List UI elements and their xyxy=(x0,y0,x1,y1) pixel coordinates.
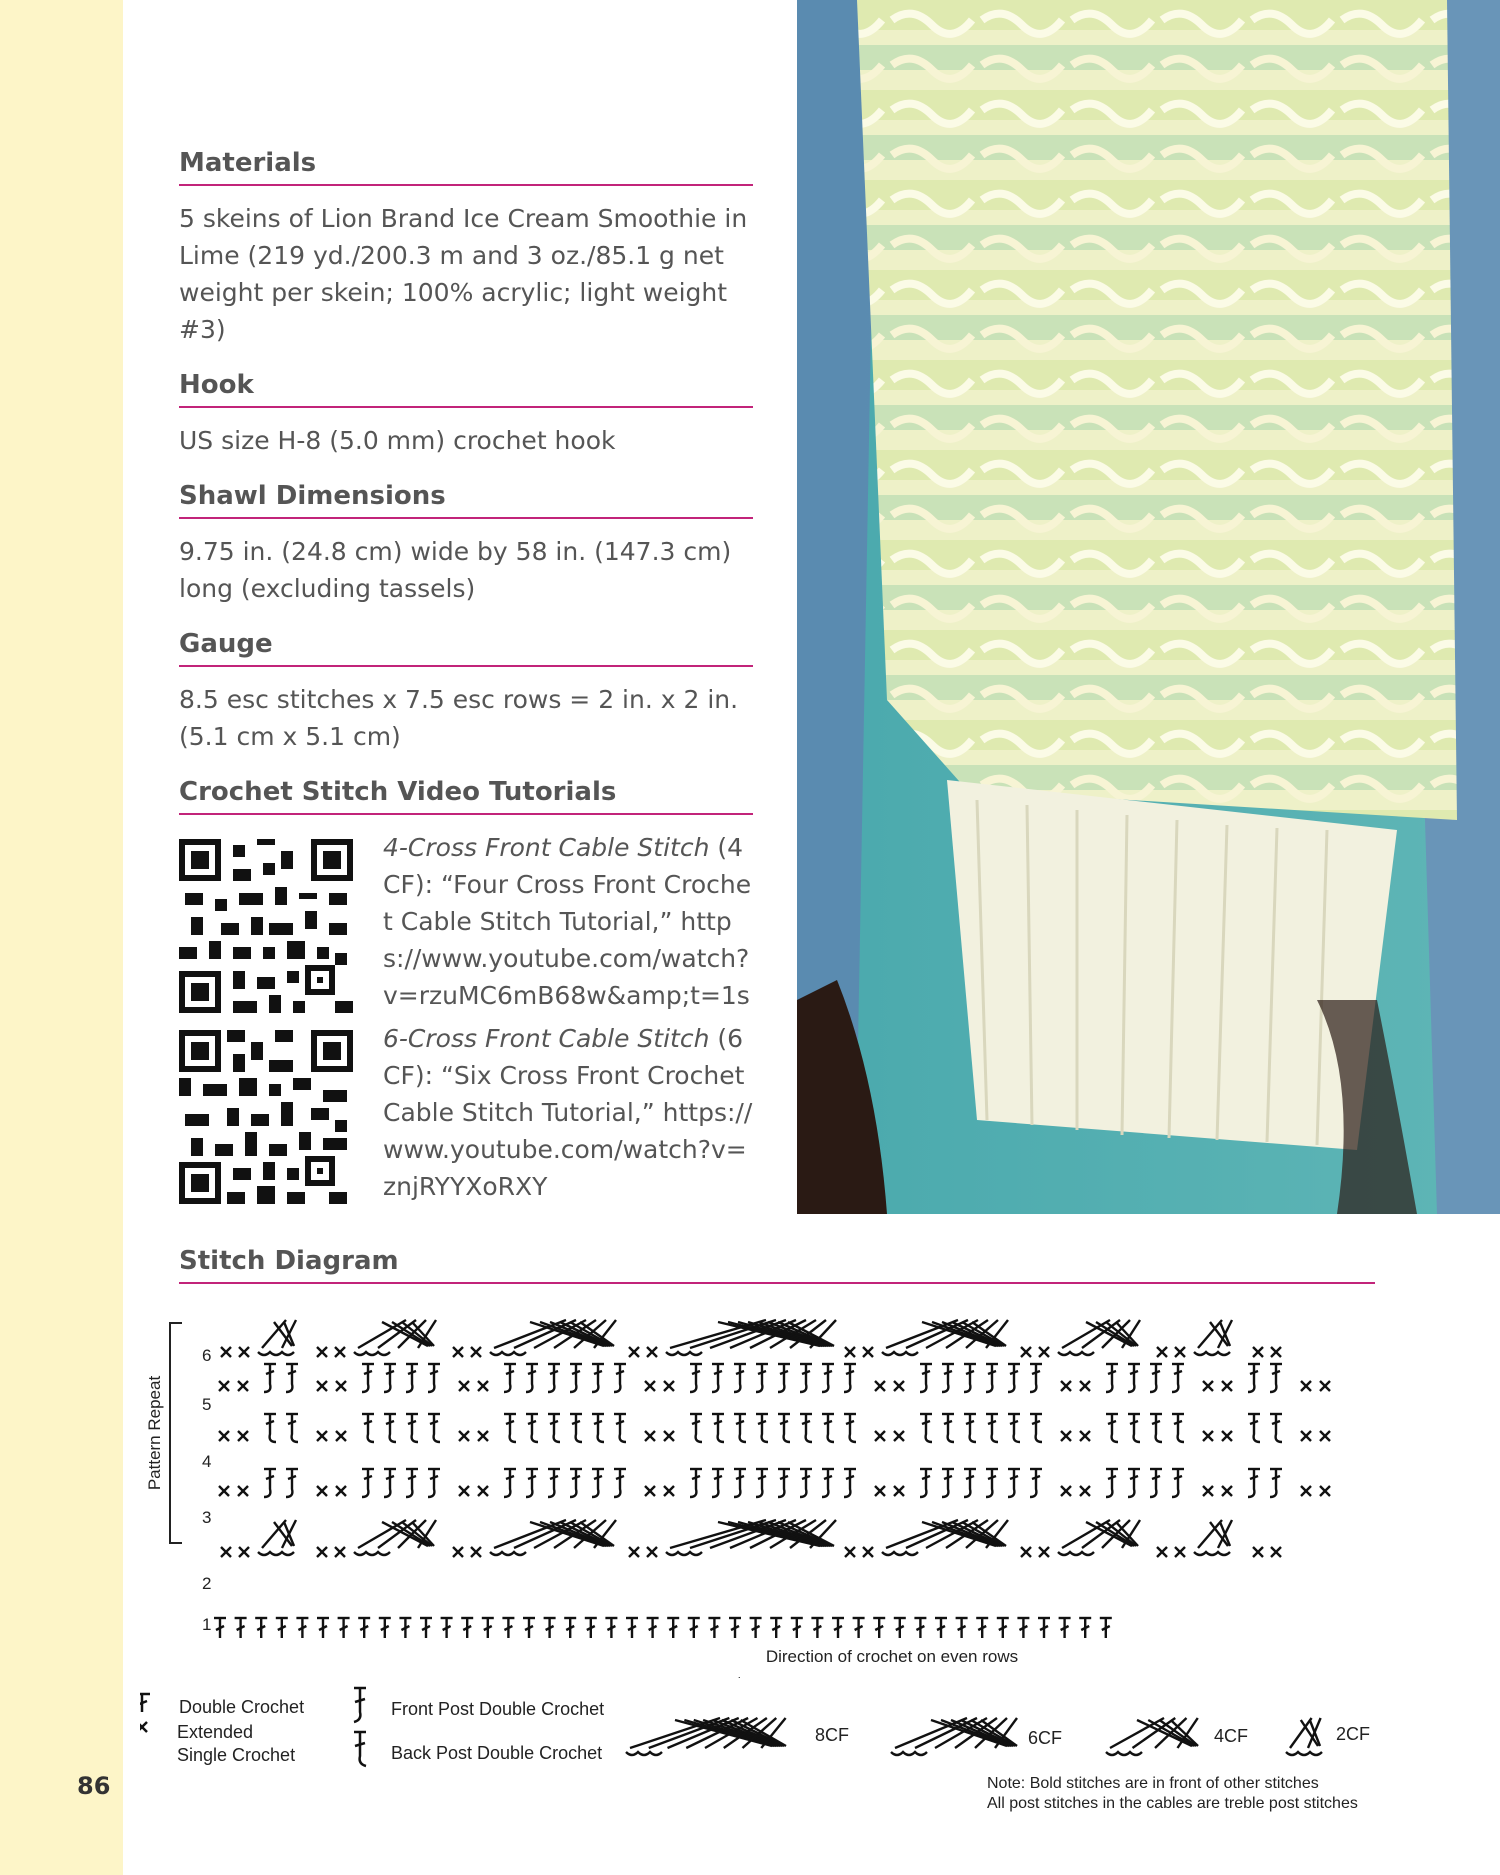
post-symbol xyxy=(548,1414,560,1442)
stitch-diagram-heading: Stitch Diagram xyxy=(179,1246,1375,1284)
post-symbol xyxy=(1172,1469,1184,1497)
esc-symbol xyxy=(238,1381,248,1391)
esc-symbol xyxy=(664,1381,674,1391)
esc-symbol xyxy=(629,1547,639,1557)
materials-heading: Materials xyxy=(179,148,753,186)
dc-symbol xyxy=(585,1618,597,1638)
legend-2cf: 2CF xyxy=(1336,1724,1371,1744)
dc-symbol xyxy=(1100,1618,1112,1638)
esc-symbol xyxy=(645,1486,655,1496)
post-symbol xyxy=(592,1469,604,1497)
post-symbol xyxy=(1128,1469,1140,1497)
double-crochet-icon xyxy=(140,1694,150,1712)
post-symbol xyxy=(384,1414,396,1442)
dc-symbol xyxy=(791,1618,803,1638)
note-line-1: Note: Bold stitches are in front of other stitches xyxy=(987,1775,1319,1792)
post-symbol xyxy=(920,1364,932,1392)
esc-symbol xyxy=(1061,1381,1071,1391)
post-symbol xyxy=(570,1469,582,1497)
dc-symbol xyxy=(379,1618,391,1638)
cable-symbol xyxy=(354,1320,436,1355)
note-line-2: All post stitches in the cables are treble post stitches xyxy=(987,1795,1358,1812)
stitch-diagram xyxy=(140,1308,1360,1682)
tutorial-item xyxy=(179,1020,753,1205)
esc-symbol xyxy=(317,1486,327,1496)
esc-symbol xyxy=(1021,1547,1031,1557)
post-symbol xyxy=(1248,1364,1260,1392)
esc-symbol xyxy=(1039,1347,1049,1357)
post-symbol xyxy=(920,1414,932,1442)
legend-8cf: 8CF xyxy=(815,1725,850,1745)
dc-symbol xyxy=(750,1618,762,1638)
materials-text: 5 skeins of Lion Brand Ice Cream Smoothie in Lime (219 yd./200.3 m and 3 oz./85.1 g net weight per skein; 100% acrylic; light weight #3) xyxy=(179,204,748,344)
qr-code-icon[interactable] xyxy=(179,839,353,1013)
post-symbol xyxy=(800,1469,812,1497)
post-symbol xyxy=(756,1469,768,1497)
legend-double-crochet: Double Crochet xyxy=(179,1697,305,1717)
esc-symbol xyxy=(1320,1431,1330,1441)
esc-symbol xyxy=(1271,1547,1281,1557)
post-symbol xyxy=(712,1469,724,1497)
esc-symbol xyxy=(1061,1431,1071,1441)
esc-symbol xyxy=(317,1347,327,1357)
qr-code-icon[interactable] xyxy=(179,1030,353,1204)
esc-symbol xyxy=(1175,1547,1185,1557)
esc-symbol xyxy=(453,1347,463,1357)
legend-esc-line1: Extended xyxy=(177,1722,254,1742)
esc-symbol xyxy=(664,1431,674,1441)
dc-symbol xyxy=(296,1618,308,1638)
post-symbol xyxy=(264,1414,276,1442)
cable-symbol xyxy=(1058,1520,1140,1555)
esc-symbol xyxy=(1301,1381,1311,1391)
tutorial-item xyxy=(179,829,753,1014)
post-symbol xyxy=(778,1364,790,1392)
esc-symbol xyxy=(1320,1486,1330,1496)
esc-symbol xyxy=(894,1486,904,1496)
esc-symbol xyxy=(478,1381,488,1391)
post-symbol xyxy=(406,1414,418,1442)
direction-label: Direction of crochet on even rows xyxy=(765,1647,1019,1666)
esc-symbol xyxy=(317,1381,327,1391)
post-symbol xyxy=(800,1414,812,1442)
post-symbol xyxy=(1172,1414,1184,1442)
esc-symbol xyxy=(875,1431,885,1441)
post-symbol xyxy=(286,1414,298,1442)
post-symbol xyxy=(1128,1364,1140,1392)
tutorial-text xyxy=(383,829,753,1014)
esc-symbol xyxy=(1253,1347,1263,1357)
post-symbol xyxy=(592,1364,604,1392)
post-symbol xyxy=(526,1364,538,1392)
post-symbol xyxy=(1270,1469,1282,1497)
post-symbol xyxy=(526,1469,538,1497)
diagram-note xyxy=(987,1774,1358,1814)
dc-symbol xyxy=(1059,1618,1071,1638)
cable-symbol xyxy=(1194,1320,1232,1355)
post-symbol xyxy=(1270,1414,1282,1442)
esc-symbol xyxy=(317,1431,327,1441)
cable-symbol xyxy=(1194,1520,1232,1555)
post-symbol xyxy=(1106,1469,1118,1497)
esc-symbol xyxy=(1222,1431,1232,1441)
post-symbol xyxy=(734,1469,746,1497)
dc-symbol xyxy=(235,1618,247,1638)
dc-symbol xyxy=(255,1618,267,1638)
page-number: 86 xyxy=(77,1772,111,1800)
post-symbol xyxy=(362,1469,374,1497)
post-symbol xyxy=(504,1414,516,1442)
gauge-heading: Gauge xyxy=(179,629,753,667)
extended-single-crochet-icon xyxy=(140,1722,147,1732)
esc-symbol xyxy=(239,1347,249,1357)
pattern-repeat-bracket xyxy=(170,1323,182,1543)
cable-symbol xyxy=(666,1520,836,1555)
dc-symbol xyxy=(502,1618,514,1638)
dimensions-text: 9.75 in. (24.8 cm) wide by 58 in. (147.3 cm) long (excluding tassels) xyxy=(179,537,732,603)
dc-symbol xyxy=(1017,1618,1029,1638)
cable-symbol xyxy=(882,1520,1008,1555)
post-symbol xyxy=(1106,1414,1118,1442)
post-symbol xyxy=(1030,1364,1042,1392)
cable-4cf-icon xyxy=(1106,1718,1198,1755)
esc-symbol xyxy=(221,1547,231,1557)
post-symbol xyxy=(406,1364,418,1392)
dc-symbol xyxy=(956,1618,968,1638)
legend-esc-line2: Single Crochet xyxy=(177,1745,296,1765)
esc-symbol xyxy=(336,1486,346,1496)
post-symbol xyxy=(384,1469,396,1497)
esc-symbol xyxy=(1253,1547,1263,1557)
esc-symbol xyxy=(219,1431,229,1441)
post-symbol xyxy=(1030,1414,1042,1442)
dc-symbol xyxy=(214,1618,226,1638)
dc-symbol xyxy=(482,1618,494,1638)
page-margin-strip xyxy=(0,0,123,1875)
cable-symbol xyxy=(666,1320,836,1355)
stitch-rows xyxy=(214,1320,1330,1678)
cable-symbol xyxy=(882,1320,1008,1355)
cable-symbol xyxy=(258,1320,296,1355)
cable-symbol xyxy=(490,1320,616,1355)
post-symbol xyxy=(942,1469,954,1497)
post-symbol xyxy=(504,1364,516,1392)
esc-symbol xyxy=(875,1486,885,1496)
post-symbol xyxy=(384,1364,396,1392)
post-symbol xyxy=(1270,1364,1282,1392)
post-symbol xyxy=(592,1414,604,1442)
esc-symbol xyxy=(875,1381,885,1391)
post-symbol xyxy=(844,1414,856,1442)
esc-symbol xyxy=(845,1347,855,1357)
esc-symbol xyxy=(459,1431,469,1441)
dc-symbol xyxy=(729,1618,741,1638)
post-symbol xyxy=(822,1364,834,1392)
post-symbol xyxy=(1008,1414,1020,1442)
dc-symbol xyxy=(461,1618,473,1638)
post-symbol xyxy=(778,1414,790,1442)
post-symbol xyxy=(964,1469,976,1497)
dc-symbol xyxy=(770,1618,782,1638)
dc-symbol xyxy=(976,1618,988,1638)
front-post-icon xyxy=(354,1688,366,1722)
cable-2cf-icon xyxy=(1286,1718,1322,1755)
dc-symbol xyxy=(626,1618,638,1638)
cable-8cf-icon xyxy=(626,1718,786,1755)
esc-symbol xyxy=(1203,1486,1213,1496)
esc-symbol xyxy=(335,1547,345,1557)
esc-symbol xyxy=(239,1547,249,1557)
post-symbol xyxy=(1030,1469,1042,1497)
esc-symbol xyxy=(845,1547,855,1557)
post-symbol xyxy=(690,1469,702,1497)
post-symbol xyxy=(1008,1469,1020,1497)
post-symbol xyxy=(712,1414,724,1442)
post-symbol xyxy=(1150,1414,1162,1442)
cable-symbol xyxy=(490,1520,616,1555)
dc-symbol xyxy=(420,1618,432,1638)
tutorial-link[interactable]: (6CF): “Six Cross Front Crochet Cable Stitch Tutorial,” https://www.youtube.com/watch?v=znjRYYXoRXY xyxy=(383,1024,753,1201)
esc-symbol xyxy=(336,1431,346,1441)
esc-symbol xyxy=(1203,1381,1213,1391)
dc-symbol xyxy=(894,1618,906,1638)
dc-symbol xyxy=(873,1618,885,1638)
shawl-photo xyxy=(797,0,1500,1214)
dc-symbol xyxy=(276,1618,288,1638)
dc-symbol xyxy=(399,1618,411,1638)
post-symbol xyxy=(1008,1364,1020,1392)
esc-symbol xyxy=(645,1431,655,1441)
dimensions-heading: Shawl Dimensions xyxy=(179,481,753,519)
post-symbol xyxy=(428,1364,440,1392)
esc-symbol xyxy=(1157,1547,1167,1557)
post-symbol xyxy=(964,1414,976,1442)
post-symbol xyxy=(526,1414,538,1442)
esc-symbol xyxy=(664,1486,674,1496)
esc-symbol xyxy=(1175,1347,1185,1357)
post-symbol xyxy=(964,1364,976,1392)
dc-symbol xyxy=(605,1618,617,1638)
esc-symbol xyxy=(1157,1347,1167,1357)
cable-6cf-icon xyxy=(891,1718,1017,1755)
esc-symbol xyxy=(459,1381,469,1391)
row-number: 6 xyxy=(202,1346,212,1365)
post-symbol xyxy=(614,1414,626,1442)
esc-symbol xyxy=(1271,1347,1281,1357)
legend-front-post: Front Post Double Crochet xyxy=(391,1699,605,1719)
esc-symbol xyxy=(1301,1431,1311,1441)
dc-symbol xyxy=(317,1618,329,1638)
dc-symbol xyxy=(832,1618,844,1638)
post-symbol xyxy=(428,1414,440,1442)
dc-symbol xyxy=(708,1618,720,1638)
esc-symbol xyxy=(863,1347,873,1357)
post-symbol xyxy=(428,1469,440,1497)
post-symbol xyxy=(362,1364,374,1392)
post-symbol xyxy=(942,1414,954,1442)
esc-symbol xyxy=(647,1547,657,1557)
tutorial-title: 6-Cross Front Cable Stitch xyxy=(383,1024,710,1053)
esc-symbol xyxy=(1222,1381,1232,1391)
esc-symbol xyxy=(1222,1486,1232,1496)
post-symbol xyxy=(570,1364,582,1392)
cable-symbol xyxy=(1058,1320,1140,1355)
dc-symbol xyxy=(688,1618,700,1638)
tutorial-text xyxy=(383,1020,753,1205)
esc-symbol xyxy=(1301,1486,1311,1496)
esc-symbol xyxy=(478,1431,488,1441)
esc-symbol xyxy=(1080,1486,1090,1496)
post-symbol xyxy=(504,1469,516,1497)
esc-symbol xyxy=(1080,1431,1090,1441)
dc-symbol xyxy=(1079,1618,1091,1638)
dc-symbol xyxy=(358,1618,370,1638)
post-symbol xyxy=(756,1414,768,1442)
esc-symbol xyxy=(647,1347,657,1357)
esc-symbol xyxy=(1080,1381,1090,1391)
dc-symbol xyxy=(523,1618,535,1638)
esc-symbol xyxy=(894,1431,904,1441)
post-symbol xyxy=(712,1364,724,1392)
post-symbol xyxy=(734,1414,746,1442)
post-symbol xyxy=(822,1414,834,1442)
pattern-repeat-label: Pattern Repeat xyxy=(145,1375,164,1491)
post-symbol xyxy=(690,1414,702,1442)
dc-symbol xyxy=(564,1618,576,1638)
esc-symbol xyxy=(1061,1486,1071,1496)
dc-symbol xyxy=(853,1618,865,1638)
post-symbol xyxy=(1248,1414,1260,1442)
tutorial-link[interactable]: (4CF): “Four Cross Front Crochet Cable Stitch Tutorial,” https://www.youtube.com/watch?v=rzuMC6mB68w&amp;t=1s xyxy=(383,833,752,1010)
dc-symbol xyxy=(544,1618,556,1638)
post-symbol xyxy=(1150,1364,1162,1392)
post-symbol xyxy=(690,1364,702,1392)
hook-heading: Hook xyxy=(179,370,753,408)
esc-symbol xyxy=(219,1381,229,1391)
dc-symbol xyxy=(647,1618,659,1638)
tutorials-heading: Crochet Stitch Video Tutorials xyxy=(179,777,753,815)
back-post-icon xyxy=(354,1732,366,1766)
legend-back-post: Back Post Double Crochet xyxy=(391,1743,603,1763)
esc-symbol xyxy=(645,1381,655,1391)
dc-symbol xyxy=(997,1618,1009,1638)
post-symbol xyxy=(756,1364,768,1392)
post-symbol xyxy=(548,1469,560,1497)
row-number: 1 xyxy=(202,1615,212,1634)
esc-symbol xyxy=(335,1347,345,1357)
post-symbol xyxy=(800,1364,812,1392)
dc-symbol xyxy=(441,1618,453,1638)
post-symbol xyxy=(406,1469,418,1497)
dc-symbol xyxy=(338,1618,350,1638)
post-symbol xyxy=(362,1414,374,1442)
esc-symbol xyxy=(1039,1547,1049,1557)
post-symbol xyxy=(286,1364,298,1392)
row-number: 4 xyxy=(202,1452,212,1471)
post-symbol xyxy=(822,1469,834,1497)
legend-6cf: 6CF xyxy=(1028,1728,1063,1748)
cable-symbol xyxy=(354,1520,436,1555)
post-symbol xyxy=(1248,1469,1260,1497)
dc-symbol xyxy=(914,1618,926,1638)
esc-symbol xyxy=(1320,1381,1330,1391)
post-symbol xyxy=(1150,1469,1162,1497)
post-symbol xyxy=(942,1364,954,1392)
esc-symbol xyxy=(863,1547,873,1557)
esc-symbol xyxy=(629,1347,639,1357)
esc-symbol xyxy=(471,1547,481,1557)
gauge-text: 8.5 esc stitches x 7.5 esc rows = 2 in. x 2 in. (5.1 cm x 5.1 cm) xyxy=(179,685,739,751)
post-symbol xyxy=(264,1469,276,1497)
post-symbol xyxy=(1172,1364,1184,1392)
post-symbol xyxy=(844,1469,856,1497)
esc-symbol xyxy=(453,1547,463,1557)
tutorial-title: 4-Cross Front Cable Stitch xyxy=(383,833,710,862)
esc-symbol xyxy=(336,1381,346,1391)
post-symbol xyxy=(614,1364,626,1392)
hook-text: US size H-8 (5.0 mm) crochet hook xyxy=(179,426,616,455)
post-symbol xyxy=(986,1414,998,1442)
row-number: 5 xyxy=(202,1395,212,1414)
post-symbol xyxy=(986,1364,998,1392)
esc-symbol xyxy=(478,1486,488,1496)
esc-symbol xyxy=(459,1486,469,1496)
post-symbol xyxy=(778,1469,790,1497)
post-symbol xyxy=(734,1364,746,1392)
dc-symbol xyxy=(667,1618,679,1638)
esc-symbol xyxy=(471,1347,481,1357)
row-number: 2 xyxy=(202,1574,212,1593)
post-symbol xyxy=(614,1469,626,1497)
post-symbol xyxy=(986,1469,998,1497)
cable-symbol xyxy=(258,1520,296,1555)
post-symbol xyxy=(844,1364,856,1392)
post-symbol xyxy=(1128,1414,1140,1442)
esc-symbol xyxy=(1021,1347,1031,1357)
esc-symbol xyxy=(238,1486,248,1496)
esc-symbol xyxy=(238,1431,248,1441)
esc-symbol xyxy=(219,1486,229,1496)
legend-4cf: 4CF xyxy=(1214,1726,1249,1746)
esc-symbol xyxy=(317,1547,327,1557)
post-symbol xyxy=(286,1469,298,1497)
dc-symbol xyxy=(935,1618,947,1638)
esc-symbol xyxy=(1203,1431,1213,1441)
materials-column xyxy=(179,148,753,1211)
esc-symbol xyxy=(894,1381,904,1391)
post-symbol xyxy=(920,1469,932,1497)
row-number: 3 xyxy=(202,1508,212,1527)
dc-symbol xyxy=(811,1618,823,1638)
post-symbol xyxy=(264,1364,276,1392)
dc-symbol xyxy=(1038,1618,1050,1638)
post-symbol xyxy=(548,1364,560,1392)
esc-symbol xyxy=(221,1347,231,1357)
post-symbol xyxy=(570,1414,582,1442)
post-symbol xyxy=(1106,1364,1118,1392)
